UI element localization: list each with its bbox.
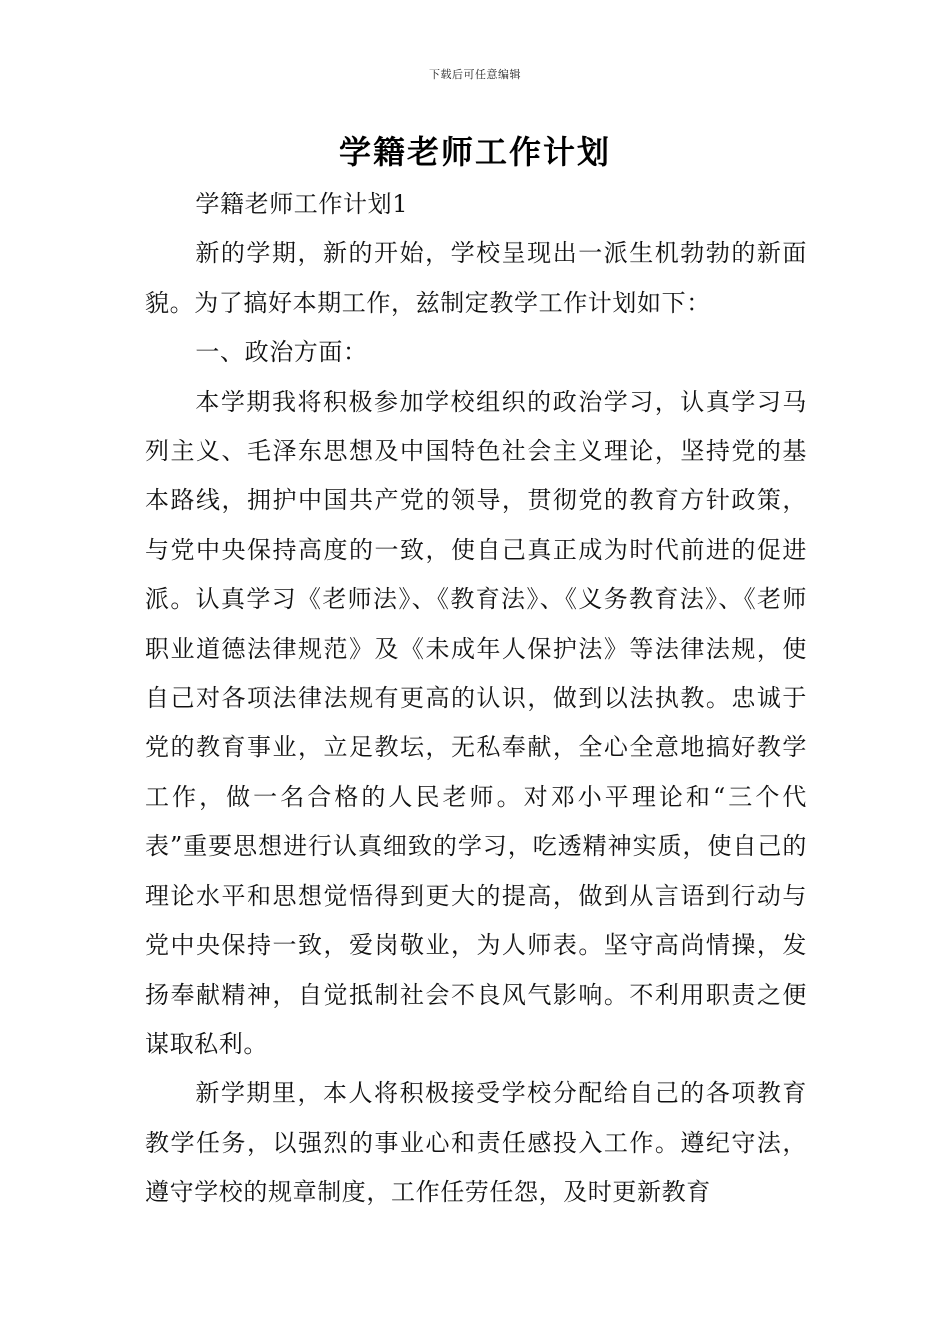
- header-note: 下载后可任意编辑: [429, 68, 521, 81]
- section-heading: 学籍老师工作计划1: [195, 190, 409, 218]
- paragraph-new-semester: 新学期里，本人将积极接受学校分配给自己的各项教育教学任务，以强烈的事业心和责任感投入工作。遵纪守法，遵守学校的规章制度，工作任劳任怨，及时更新教育: [145, 1079, 807, 1207]
- paragraph-intro: 新的学期，新的开始，学校呈现出一派生机勃勃的新面貌。为了搞好本期工作，兹制定教学工作计划如下：: [145, 239, 807, 317]
- document-body: [145, 180, 807, 1218]
- section-heading-politics: 一、政治方面：: [195, 338, 368, 367]
- document-title: 学籍老师工作计划: [338, 133, 611, 171]
- paragraph-politics: 本学期我将积极参加学校组织的政治学习，认真学习马列主义、毛泽东思想及中国特色社会主义理论，坚持党的基本路线，拥护中国共产党的领导，贯彻党的教育方针政策，与党中央保持高度的一致，使自己真正成为时代前进的促进派。认真学习《老师法》、《教育法》、《义务教育法》、《老师职业道德法律规范》及《未成年人保护法》等法律法规，使自己对各项法律法规有更高的认识，做到以法执教。忠诚于党的教育事业，立足教坛，无私奉献，全心全意地搞好教学工作，做一名合格的人民老师。对邓小平理论和“三个代表”重要思想进行认真细致的学习，吃透精神实质，使自己的理论水平和思想觉悟得到更大的提高，做到从言语到行动与党中央保持一致，爱岗敬业，为人师表。坚守高尚情操，发扬奉献精神，自觉抵制社会不良风气影响。不利用职责之便谋取私利。: [145, 387, 807, 1058]
